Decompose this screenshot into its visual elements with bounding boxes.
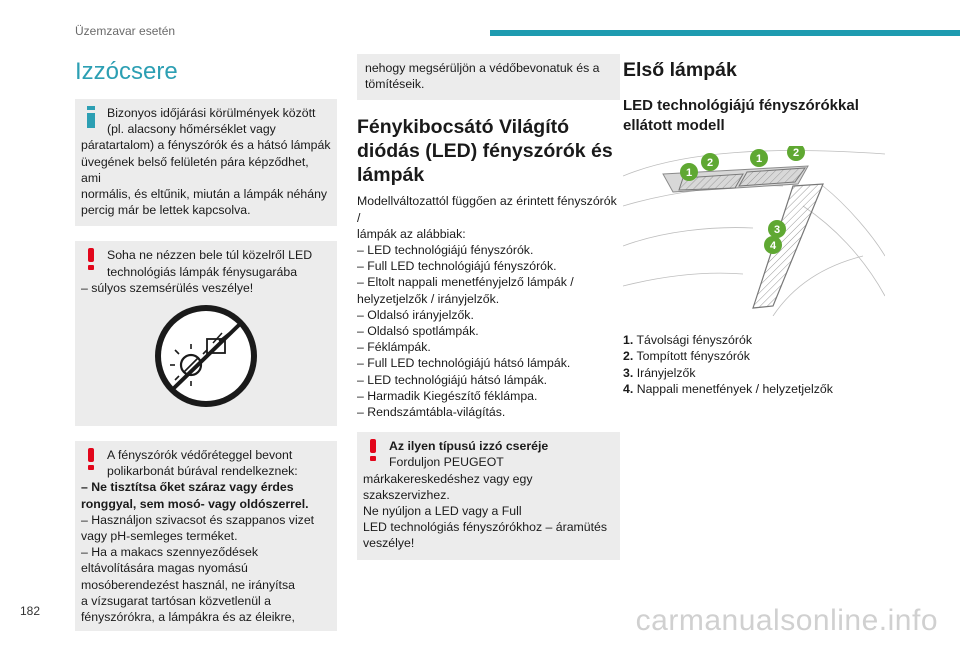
list-item: – Oldalsó irányjelzők. — [357, 307, 474, 322]
running-header: Üzemzavar esetén — [75, 24, 176, 38]
warning-line: mosóberendezést használ, ne irányítsa — [81, 577, 295, 592]
left-column — [75, 54, 337, 646]
warning-box-polycarbonate — [75, 441, 337, 631]
section-title-led — [357, 115, 620, 187]
badge-label: 1 — [755, 153, 763, 165]
warning-bold-line: – Ne tisztítsa őket száraz vagy érdes — [81, 480, 294, 495]
warning-line: – Használjon szivacsot és szappanos vizet — [81, 512, 315, 527]
warning-line: – súlyos szemsérülés veszélye! — [81, 280, 254, 295]
info-line: üvegének belső felületén pára képződhet, ami — [81, 154, 309, 185]
warning-line: Ne nyúljon a LED vagy a Full — [363, 504, 522, 519]
legend-item: 1. Távolsági fényszórók — [623, 333, 752, 348]
middle-column — [357, 54, 620, 575]
warning-indented-line: Forduljon PEUGEOT — [389, 455, 504, 470]
list-item: – Eltolt nappali menetfényjelző lámpák / — [357, 275, 574, 290]
warning-icon — [87, 448, 95, 470]
section-title-front-lamps: Első lámpák — [623, 59, 737, 81]
continuation-line: nehogy megsérüljön a védőbevonatuk és a — [365, 61, 600, 75]
intro-line: lámpák az alábbiak: — [357, 226, 466, 241]
list-item: – Féklámpák. — [357, 340, 431, 355]
subtitle-led-model — [623, 96, 885, 136]
led-list — [357, 193, 620, 420]
warning-line: a vízsugarat tartósan közvetlenül a — [81, 593, 272, 608]
warning-icon — [369, 439, 377, 461]
info-first-line: Bizonyos időjárási körülmények között — [107, 106, 316, 120]
info-line: páratartalom) a fényszórók és a hátsó lámpák — [81, 138, 331, 153]
legend-item: 3. Irányjelzők — [623, 365, 696, 380]
watermark: carmanualsonline.info — [635, 604, 938, 637]
do-not-look-at-led-pictogram — [81, 296, 331, 416]
warning-line: veszélye! — [363, 536, 415, 551]
list-item: – Full LED technológiájú fényszórók. — [357, 259, 557, 274]
legend-item: 4. Nappali menetfények / helyzetjelzők — [623, 381, 833, 396]
warning-bold-line: ronggyal, sem mosó- vagy oldószerrel. — [81, 496, 309, 511]
list-item: – LED technológiájú fényszórók. — [357, 243, 534, 258]
warning-line: eltávolítására magas nyomású — [81, 561, 248, 576]
header-accent-bar — [490, 30, 960, 36]
warning-line: – Ha a makacs szennyeződések — [81, 545, 259, 560]
warning-icon — [87, 248, 95, 270]
warning-first-line: Soha ne nézzen bele túl közelről LED — [107, 248, 313, 263]
info-line: normális, és eltűnik, miután a lámpák néhány — [81, 187, 328, 202]
subtitle-line: LED technológiájú fényszórókkal — [623, 97, 859, 114]
continuation-line: tömítéseik. — [365, 77, 425, 92]
badge-label: 2 — [706, 157, 714, 169]
headlamp-diagram — [623, 146, 885, 316]
list-item: – Full LED technológiájú hátsó lámpák. — [357, 356, 571, 371]
subtitle-line: ellátott modell — [623, 117, 725, 134]
right-column — [623, 54, 885, 397]
list-item: – Harmadik Kiegészítő féklámpa. — [357, 388, 538, 403]
title-line: lámpák — [357, 164, 425, 187]
section-title-izzocsere: Izzócsere — [75, 58, 178, 85]
legend-item: 2. Tompított fényszórók — [623, 349, 750, 364]
warning-bold-line: Az ilyen típusú izzó cseréje — [389, 439, 549, 454]
list-item: helyzetjelzők / irányjelzők. — [357, 291, 500, 306]
list-item: – Oldalsó spotlámpák. — [357, 324, 479, 339]
continuation-box — [357, 54, 620, 100]
badge-label: 1 — [685, 167, 693, 179]
warning-first-line: A fényszórók védőréteggel bevont — [107, 448, 293, 463]
badge-label: 3 — [773, 224, 781, 236]
warning-indented-line: technológiás lámpák fénysugarába — [107, 264, 298, 279]
title-line: Fénykibocsátó Világító — [357, 116, 570, 139]
page-number: 182 — [20, 604, 41, 618]
title-line: diódás (LED) fényszórók és — [357, 140, 613, 163]
warning-indented-line: polikarbonát búrával rendelkeznek: — [107, 464, 298, 479]
no-look-led-icon — [153, 303, 259, 409]
warning-line: márkakereskedéshez vagy egy — [363, 471, 533, 486]
info-icon — [87, 106, 95, 128]
warning-line: vagy pH-semleges terméket. — [81, 529, 238, 544]
warning-line: szakszervizhez. — [363, 487, 450, 502]
warning-line: fényszórókra, a lámpákra és az éleikre, — [81, 610, 295, 625]
warning-box-led-eye — [75, 241, 337, 426]
list-item: – Rendszámtábla-világítás. — [357, 405, 506, 420]
badge-label: 2 — [792, 147, 800, 159]
info-box — [75, 99, 337, 226]
info-line: percig már be lettek kapcsolva. — [81, 203, 251, 218]
warning-box-bulb-replacement — [357, 432, 620, 559]
info-indented-line: (pl. alacsony hőmérséklet vagy — [107, 122, 276, 137]
legend — [623, 332, 885, 397]
badge-label: 4 — [769, 240, 777, 252]
intro-line: Modellváltozattól függően az érintett fényszórók / — [357, 194, 617, 225]
list-item: – LED technológiájú hátsó lámpák. — [357, 372, 548, 387]
warning-line: LED technológiás fényszórókhoz – áramütés — [363, 520, 608, 535]
